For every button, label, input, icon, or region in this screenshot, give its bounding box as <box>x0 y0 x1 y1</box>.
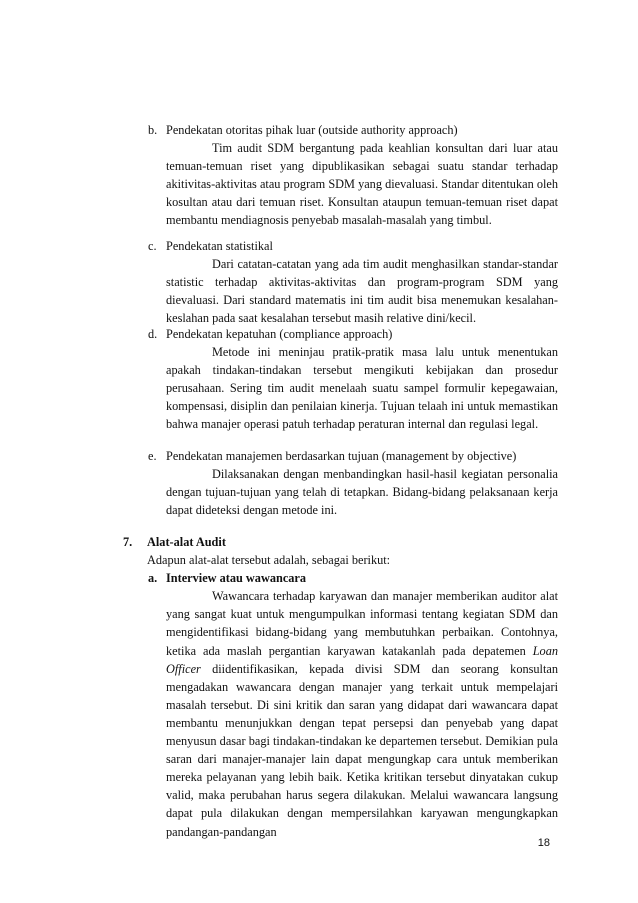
section-intro: Adapun alat-alat tersebut adalah, sebagai berikut: <box>147 553 391 568</box>
list-marker: c. <box>148 239 157 253</box>
list-item-d <box>148 325 558 434</box>
item-title: Pendekatan kepatuhan (compliance approach) <box>166 327 393 341</box>
section-number: 7. <box>123 535 133 549</box>
item-text <box>148 587 558 840</box>
list-item-b <box>148 121 558 230</box>
section-heading <box>123 533 558 551</box>
italic-term: Loan Officer <box>166 643 558 676</box>
text-run: diidentifikasikan, kepada divisi SDM dan seorang konsultan mengadakan wawancara dengan manajer yang terkait untuk mempelajari masalah tersebut. Di sini kritik dan saran yang didapat dari wawancara dapat membantu menunjukkan dengan tepat persepsi dan penyebab yang dapat menyusun dasar bagi tindakan-tindakan ke departemen tersebut. Demikian pula saran dari manajer-manajer lain dapat mengungkap cara untuk memberikan mereka pelayanan yang lebih baik. Ketika kritikan tersebut dinyatakan cukup valid, maka perubahan harus segera dilakukan. Melalui wawancara langsung dapat pula dilakukan dengan mempersilahkan karyawan mengungkapkan pandangan-pandangan <box>166 661 558 839</box>
sub-item-a <box>123 569 558 840</box>
text-run: Wawancara terhadap karyawan dan manajer memberikan auditor alat yang sangat kuat untuk mengumpulkan informasi tentang kegiatan SDM dan mengidentifikasi bidang-bidang yang membutuhkan perbaikan. Contohnya, ketika ada maslah pergantian karyawan katakanlah pada depatemen <box>166 589 558 658</box>
list-marker: e. <box>148 449 157 463</box>
item-title: Interview atau wawancara <box>166 571 307 586</box>
item-text: Dari catatan-catatan yang ada tim audit menghasilkan standar-standar statistic terhadap aktivitas-aktivitas dan program-program SDM yang dievaluasi. Dari standard matematis ini tim audit bisa menemukan kesalahan-keslahan pada saat kesalahan tersebut masih relative dini/kecil. <box>166 257 558 326</box>
section-7 <box>123 533 558 841</box>
item-text: Tim audit SDM bergantung pada keahlian konsultan dari luar atau temuan-temuan riset yang dipublikasikan sebagai suatu standar terhadap akitivitas-aktivitas atau program SDM yang dievaluasi. Standar ditentukan oleh kosultan atau dari temuan riset. Konsultan ataupun temuan-temuan riset dapat membantu mendiagnosis penyebab masalah-masalah yang timbul. <box>166 141 558 228</box>
item-title: Pendekatan otoritas pihak luar (outside authority approach) <box>166 123 458 137</box>
list-item-e <box>148 447 558 519</box>
list-marker: a. <box>148 571 158 586</box>
item-text: Dilaksanakan dengan menbandingkan hasil-hasil kegiatan personalia dengan tujuan-tujuan yang telah di tetapkan. Bidang-bidang pelaksanaan kerja dapat dideteksi dengan metode ini. <box>166 467 558 518</box>
item-text: Metode ini meninjau pratik-pratik masa lalu untuk menentukan apakah tindakan-tindakan tersebut mengikuti kebijakan dan prosedur perusahaan. Sering tim audit menelaah suatu sampel formulir kepegawaian, kompensasi, disiplin dan penilaian kinerja. Tujuan telaah ini untuk memastikan bahwa manajer operasi patuh terhadap peraturan internal dan regulasi legal. <box>166 345 558 432</box>
item-title: Pendekatan manajemen berdasarkan tujuan (management by objective) <box>166 449 517 463</box>
list-marker: b. <box>148 123 158 137</box>
list-item-c <box>148 237 558 327</box>
page-number: 18 <box>537 837 550 849</box>
section-title: Alat-alat Audit <box>147 535 226 549</box>
list-marker: d. <box>148 327 158 341</box>
item-title: Pendekatan statistikal <box>166 239 273 253</box>
